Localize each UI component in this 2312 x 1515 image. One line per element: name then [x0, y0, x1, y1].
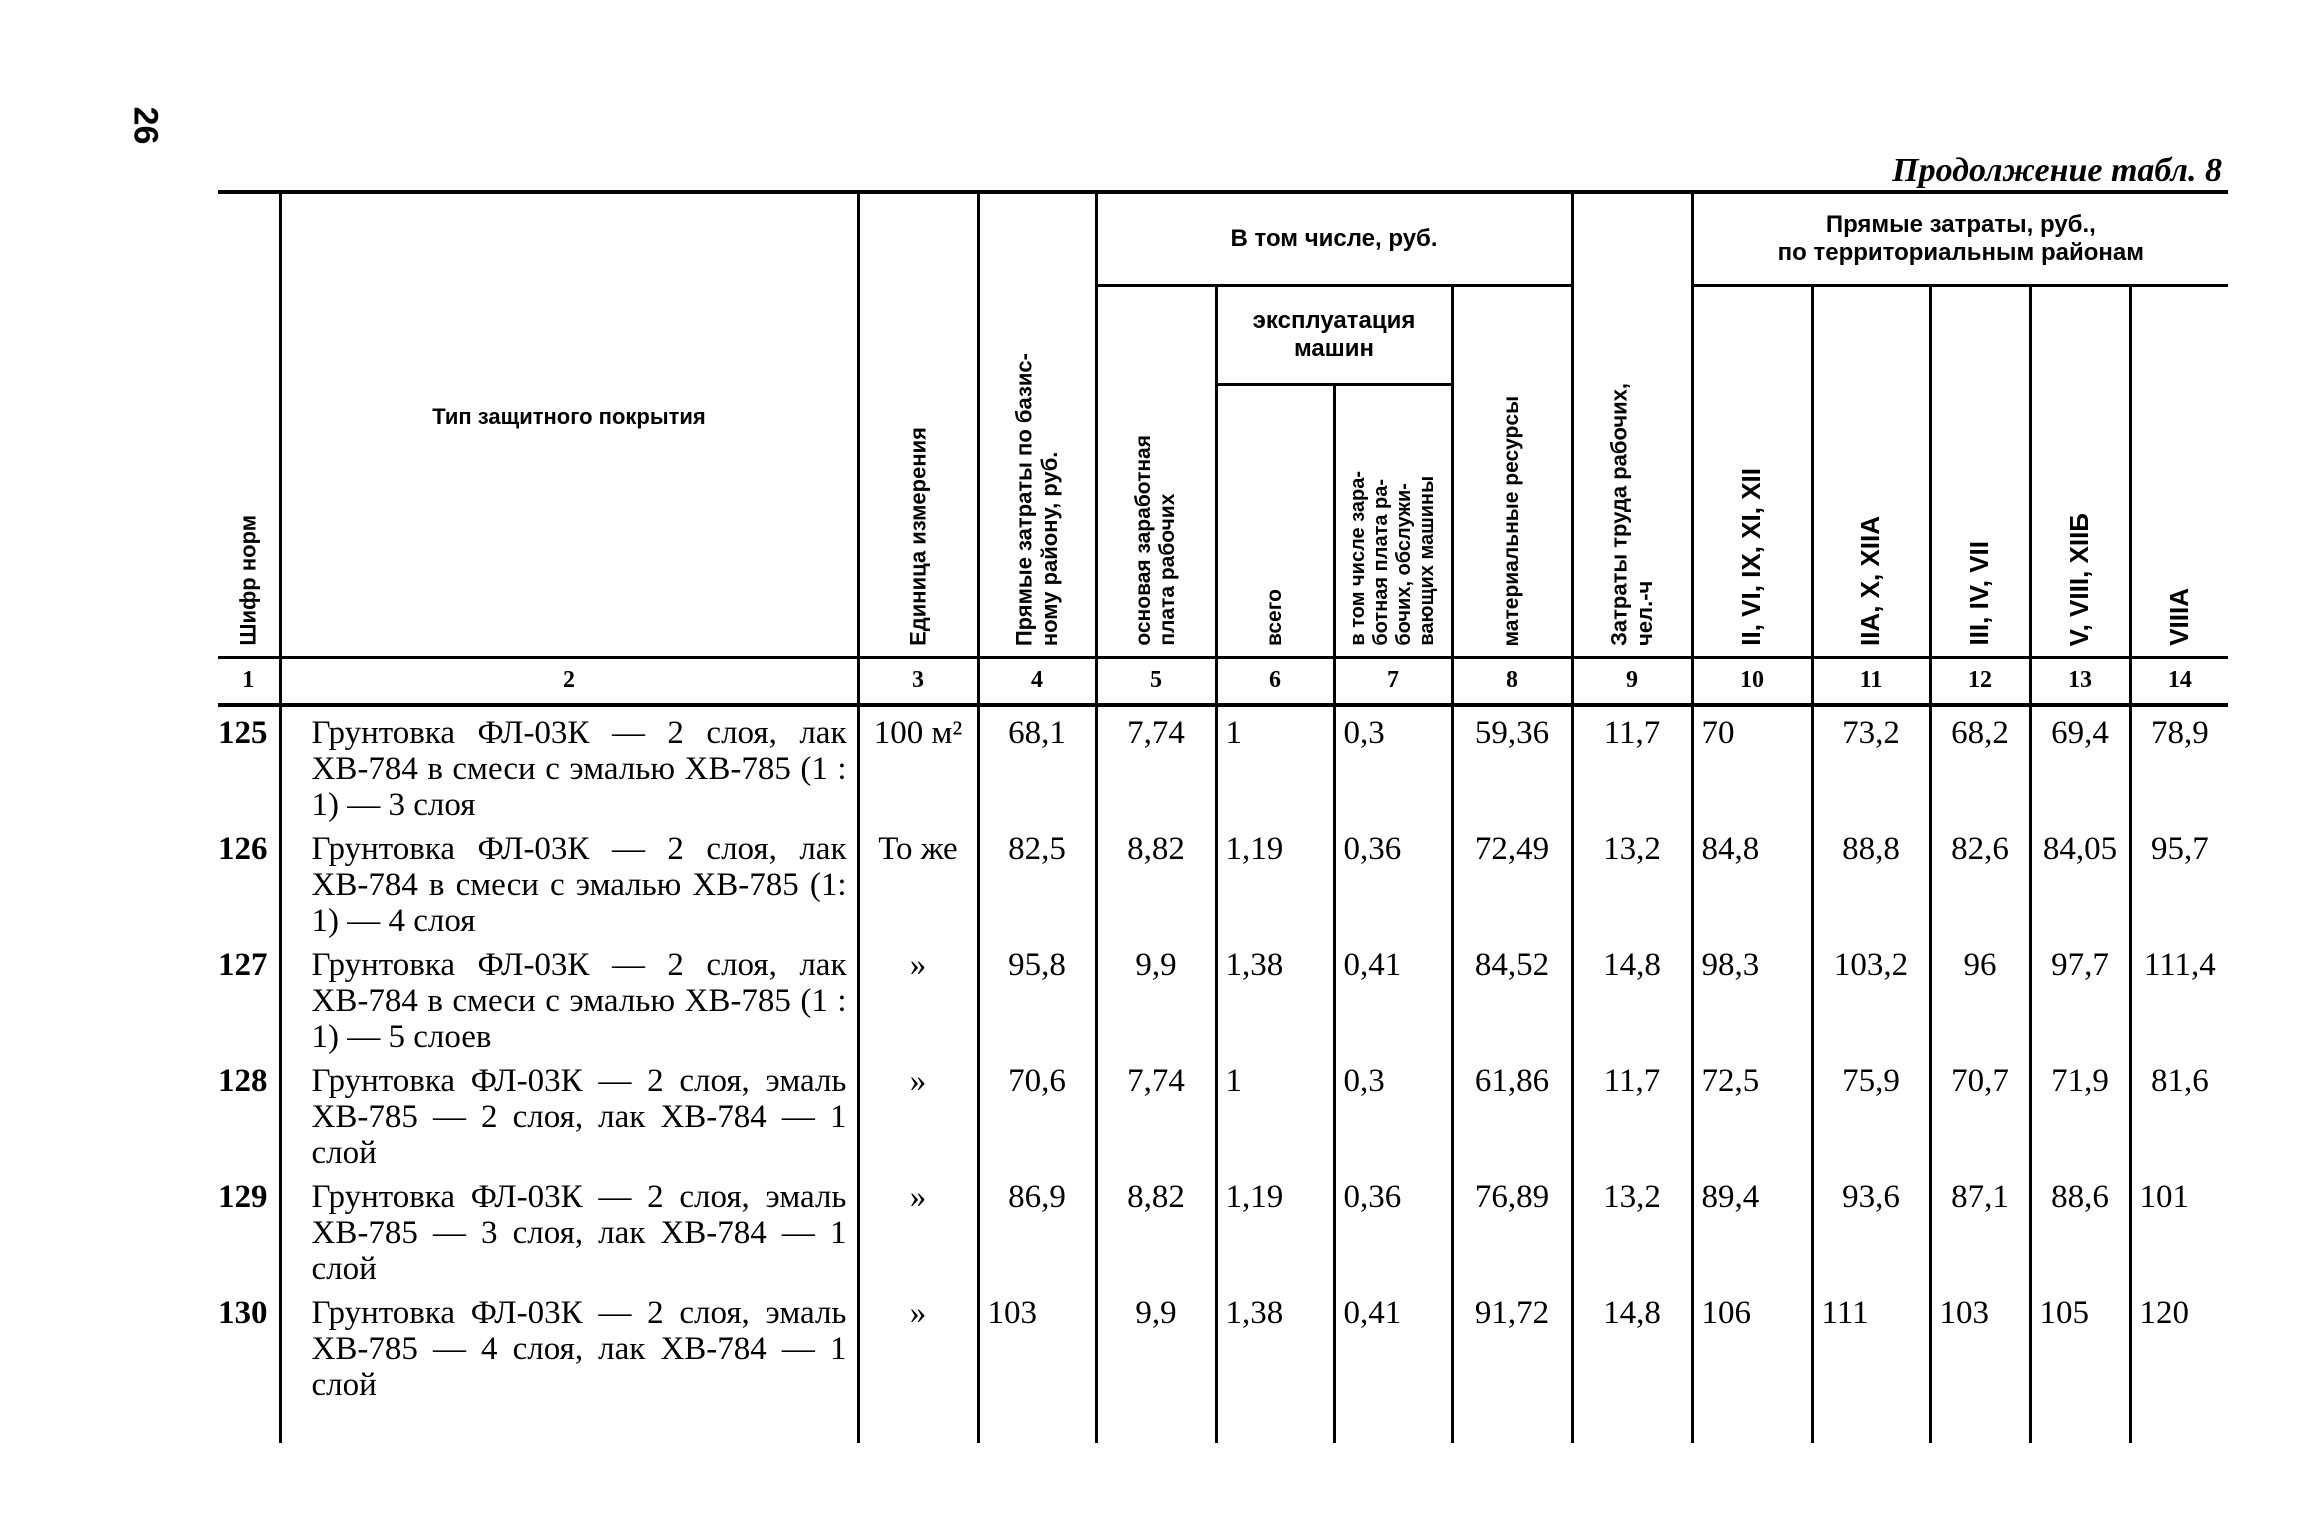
- coating-description: Грунтовка ФЛ-03К — 2 слоя, лак ХВ-784 в смеси с эмалью ХВ-785 (1 : 1) — 5 слоев: [280, 939, 858, 1055]
- unit-cell: »: [858, 1171, 978, 1287]
- table-row: [218, 1055, 2228, 1171]
- column-number: 5: [1096, 658, 1216, 706]
- value-cell: 76,89: [1452, 1171, 1572, 1287]
- column-number: 2: [280, 658, 858, 706]
- header-machine-wages: в том числе зара- ботная плата ра- бочих, обслужи- вающих машины: [1334, 385, 1452, 658]
- unit-cell: 100 м²: [858, 705, 978, 823]
- value-cell: 0,36: [1334, 1171, 1452, 1287]
- value-cell: 93,6: [1812, 1171, 1930, 1287]
- header-labor-hours: Затраты труда рабочих, чел.-ч: [1572, 192, 1692, 658]
- value-cell: 0,36: [1334, 823, 1452, 939]
- value-cell: 101: [2130, 1171, 2228, 1287]
- value-cell: 87,1: [1930, 1171, 2030, 1287]
- cost-table: [218, 190, 2228, 1443]
- value-cell: 75,9: [1812, 1055, 1930, 1171]
- value-cell: 103,2: [1812, 939, 1930, 1055]
- value-cell: 95,7: [2130, 823, 2228, 939]
- value-cell: 88,6: [2030, 1171, 2130, 1287]
- header-region-1: II, VI, IX, XI, XII: [1692, 286, 1812, 658]
- value-cell: 78,9: [2130, 705, 2228, 823]
- header-base-cost: Прямые затраты по базис- ному району, руб.: [978, 192, 1096, 658]
- column-number: 6: [1216, 658, 1334, 706]
- value-cell: 1,19: [1216, 823, 1334, 939]
- value-cell: 103: [1930, 1287, 2030, 1443]
- table-continuation-title: Продолжение табл. 8: [1892, 152, 2222, 189]
- unit-cell: »: [858, 1055, 978, 1171]
- value-cell: 111,4: [2130, 939, 2228, 1055]
- value-cell: 68,2: [1930, 705, 2030, 823]
- value-cell: 72,49: [1452, 823, 1572, 939]
- norm-code: 126: [218, 823, 280, 939]
- column-number: 13: [2030, 658, 2130, 706]
- value-cell: 0,41: [1334, 1287, 1452, 1443]
- value-cell: 8,82: [1096, 823, 1216, 939]
- value-cell: 70: [1692, 705, 1812, 823]
- column-number: 4: [978, 658, 1096, 706]
- coating-description: Грунтовка ФЛ-03К — 2 слоя, лак ХВ-784 в смеси с эмалью ХВ-785 (1: 1) — 4 слоя: [280, 823, 858, 939]
- value-cell: 111: [1812, 1287, 1930, 1443]
- norm-code: 128: [218, 1055, 280, 1171]
- value-cell: 69,4: [2030, 705, 2130, 823]
- value-cell: 9,9: [1096, 1287, 1216, 1443]
- value-cell: 95,8: [978, 939, 1096, 1055]
- value-cell: 13,2: [1572, 823, 1692, 939]
- value-cell: 14,8: [1572, 939, 1692, 1055]
- column-number: 9: [1572, 658, 1692, 706]
- value-cell: 84,8: [1692, 823, 1812, 939]
- norm-code: 130: [218, 1287, 280, 1443]
- header-including-group: В том числе, руб.: [1096, 192, 1572, 286]
- header-region-3: III, IV, VII: [1930, 286, 2030, 658]
- header-regions-group: Прямые затраты, руб., по территориальным районам: [1692, 192, 2228, 286]
- column-number: 3: [858, 658, 978, 706]
- value-cell: 13,2: [1572, 1171, 1692, 1287]
- header-machine-total: всего: [1216, 385, 1334, 658]
- column-number: 10: [1692, 658, 1812, 706]
- column-number: 1: [218, 658, 280, 706]
- value-cell: 97,7: [2030, 939, 2130, 1055]
- coating-description: Грунтовка ФЛ-03К — 2 слоя, лак ХВ-784 в смеси с эмалью ХВ-785 (1 : 1) — 3 слоя: [280, 705, 858, 823]
- value-cell: 8,82: [1096, 1171, 1216, 1287]
- unit-cell: »: [858, 939, 978, 1055]
- header-machine-group: эксплуатация машин: [1216, 286, 1452, 385]
- value-cell: 9,9: [1096, 939, 1216, 1055]
- column-number: 11: [1812, 658, 1930, 706]
- header-materials: материальные ресурсы: [1452, 286, 1572, 658]
- table-row: [218, 823, 2228, 939]
- value-cell: 103: [978, 1287, 1096, 1443]
- value-cell: 81,6: [2130, 1055, 2228, 1171]
- value-cell: 96: [1930, 939, 2030, 1055]
- value-cell: 82,5: [978, 823, 1096, 939]
- value-cell: 1: [1216, 705, 1334, 823]
- column-number: 14: [2130, 658, 2228, 706]
- value-cell: 61,86: [1452, 1055, 1572, 1171]
- value-cell: 14,8: [1572, 1287, 1692, 1443]
- unit-cell: »: [858, 1287, 978, 1443]
- value-cell: 98,3: [1692, 939, 1812, 1055]
- value-cell: 120: [2130, 1287, 2228, 1443]
- value-cell: 7,74: [1096, 705, 1216, 823]
- value-cell: 11,7: [1572, 705, 1692, 823]
- value-cell: 84,52: [1452, 939, 1572, 1055]
- table-row: [218, 705, 2228, 823]
- value-cell: 72,5: [1692, 1055, 1812, 1171]
- value-cell: 68,1: [978, 705, 1096, 823]
- value-cell: 1,38: [1216, 939, 1334, 1055]
- value-cell: 84,05: [2030, 823, 2130, 939]
- table-row: [218, 1171, 2228, 1287]
- value-cell: 89,4: [1692, 1171, 1812, 1287]
- header-wages: основая заработная плата рабочих: [1096, 286, 1216, 658]
- table-row: [218, 939, 2228, 1055]
- value-cell: 71,9: [2030, 1055, 2130, 1171]
- value-cell: 82,6: [1930, 823, 2030, 939]
- value-cell: 0,3: [1334, 1055, 1452, 1171]
- coating-description: Грунтовка ФЛ-03К — 2 слоя, эмаль ХВ-785 — 2 слоя, лак ХВ-784 — 1 слой: [280, 1055, 858, 1171]
- value-cell: 59,36: [1452, 705, 1572, 823]
- value-cell: 0,41: [1334, 939, 1452, 1055]
- value-cell: 1: [1216, 1055, 1334, 1171]
- value-cell: 70,7: [1930, 1055, 2030, 1171]
- value-cell: 91,72: [1452, 1287, 1572, 1443]
- header-unit: Единица измерения: [858, 192, 978, 658]
- value-cell: 105: [2030, 1287, 2130, 1443]
- column-numbers-row: [218, 658, 2228, 706]
- header-region-4: V, VIII, XIIБ: [2030, 286, 2130, 658]
- value-cell: 1,38: [1216, 1287, 1334, 1443]
- value-cell: 106: [1692, 1287, 1812, 1443]
- page-number: 26: [126, 106, 165, 145]
- value-cell: 73,2: [1812, 705, 1930, 823]
- value-cell: 7,74: [1096, 1055, 1216, 1171]
- value-cell: 1,19: [1216, 1171, 1334, 1287]
- column-number: 8: [1452, 658, 1572, 706]
- value-cell: 86,9: [978, 1171, 1096, 1287]
- header-coating-type: Тип защитного покрытия: [280, 192, 858, 658]
- header-region-2: IIА, X, XIIА: [1812, 286, 1930, 658]
- column-number: 7: [1334, 658, 1452, 706]
- unit-cell: То же: [858, 823, 978, 939]
- norm-code: 125: [218, 705, 280, 823]
- header-region-5: VIIIА: [2130, 286, 2228, 658]
- value-cell: 88,8: [1812, 823, 1930, 939]
- header-code: Шифр норм: [218, 192, 280, 658]
- norm-code: 127: [218, 939, 280, 1055]
- column-number: 12: [1930, 658, 2030, 706]
- value-cell: 70,6: [978, 1055, 1096, 1171]
- table-row: [218, 1287, 2228, 1443]
- norm-code: 129: [218, 1171, 280, 1287]
- coating-description: Грунтовка ФЛ-03К — 2 слоя, эмаль ХВ-785 — 4 слоя, лак ХВ-784 — 1 слой: [280, 1287, 858, 1443]
- coating-description: Грунтовка ФЛ-03К — 2 слоя, эмаль ХВ-785 — 3 слоя, лак ХВ-784 — 1 слой: [280, 1171, 858, 1287]
- value-cell: 11,7: [1572, 1055, 1692, 1171]
- value-cell: 0,3: [1334, 705, 1452, 823]
